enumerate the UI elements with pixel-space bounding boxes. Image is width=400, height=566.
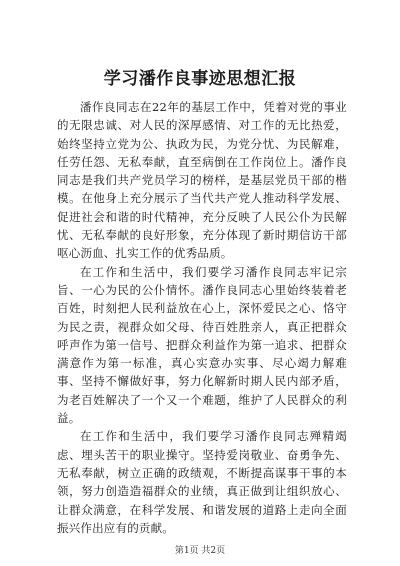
document-title: 学习潘作良事迹思想汇报 — [103, 69, 297, 89]
page-footer: 第1页 共2页 — [174, 546, 226, 556]
paragraph-3: 在工作和生活中，我们要学习潘作良同志殚精竭虑、埋头苦干的职业操守。坚持爱岗敬业、奋勇争先、无私奉献，树立正确的政绩观，不断提高谋事干事的本领，努力创造造福群众的业绩，真正做到让组织放心、让群众满意，在科学发展、和谐发展的道路上走向全面振兴作出应有的贡献。 — [57, 429, 347, 535]
paragraph-1: 潘作良同志在22年的基层工作中，凭着对党的事业的无限忠诚、对人民的深厚感情、对工作的无比热爱，始终坚持立党为公、执政为民，为党分忧、为民解难，任劳任怨、无私奉献，直至病倒在工作岗位上。潘作良同志是我们共产党员学习的榜样，是基层党员干部的楷模。在他身上充分展示了当代共产党人推动科学发展、促进社会和谐的时代精神，充分反映了人民公仆为民解忧、无私奉献的良好形象，充分体现了新时期信访干部呕心沥血、扎实工作的优秀品质。 — [57, 100, 347, 261]
document-body — [57, 98, 347, 537]
paragraph-2: 在工作和生活中，我们要学习潘作良同志牢记宗旨、一心为民的公仆情怀。潘作良同志心里始终装着老百姓，时刻把人民利益放在心上，深怀爱民之心、恪守为民之责，视群众如父母、待百姓胜亲人，真正把群众呼声作为第一信号、把群众利益作为第一追求、把群众满意作为第一标准，真心实意办实事、尽心竭力解难事、坚持不懈做好事，努力化解新时期人民内部矛盾，为老百姓解决了一个又一个难题，维护了人民群众的利益。 — [57, 264, 347, 426]
